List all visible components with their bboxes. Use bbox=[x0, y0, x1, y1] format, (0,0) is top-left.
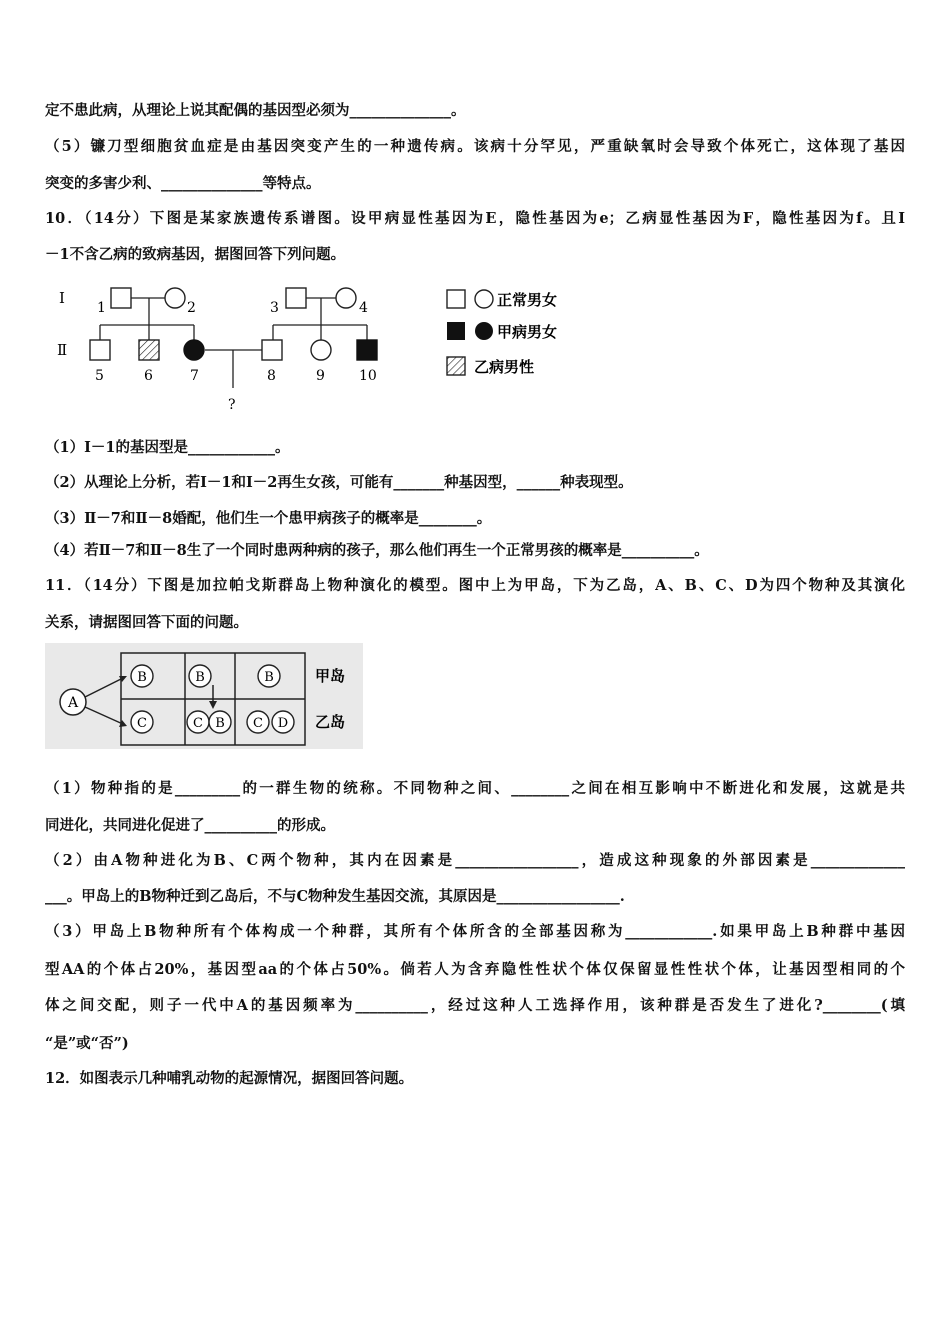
legend-disease-b-label: 乙病男性 bbox=[474, 358, 535, 376]
individual-number: 8 bbox=[267, 368, 276, 384]
text-line: （5）镰刀型细胞贫血症是由基因突变产生的一种遗传病。该病十分罕见，严重缺氧时会导致个体死亡，这体现了基因 bbox=[45, 138, 905, 155]
text-line: （1）物种指的是_________的一群生物的统称。不同物种之间、________之间在相互影响中不断进化和发展，这就是共 bbox=[45, 780, 905, 797]
species-label: B bbox=[137, 670, 147, 685]
text-line: （2）从理论上分析，若Ⅰ－1和Ⅰ－2再生女孩，可能有_______种基因型，______种表现型。 bbox=[45, 474, 633, 491]
generation-label: Ⅱ bbox=[57, 341, 68, 359]
question-10-heading: 10．（14分）下图是某家族遗传系谱图。设甲病显性基因为E，隐性基因为e；乙病显性基因为F，隐性基因为f。且Ⅰ bbox=[45, 210, 905, 227]
individual-3-male-normal bbox=[286, 288, 306, 308]
individual-6-male-disease-b bbox=[139, 340, 159, 360]
text-line: 体之间交配，则子一代中A的基因频率为__________，经过这种人工选择作用，该种群是否发生了进化?________(填 bbox=[45, 997, 905, 1014]
text-line: 同进化，共同进化促进了__________的形成。 bbox=[45, 817, 335, 834]
diagram-background bbox=[45, 643, 363, 749]
legend-disease-b-male-symbol bbox=[447, 357, 465, 375]
text-line: 突变的多害少利、______________等特点。 bbox=[45, 175, 321, 192]
species-label: C bbox=[193, 716, 203, 731]
individual-number: 1 bbox=[97, 300, 106, 316]
text-line: 定不患此病，从理论上说其配偶的基因型必须为______________。 bbox=[45, 102, 466, 119]
text-line: （1）Ⅰ－1的基因型是____________。 bbox=[45, 439, 290, 456]
individual-number: 2 bbox=[187, 300, 196, 316]
legend-normal-label: 正常男女 bbox=[497, 291, 558, 309]
text-line: （2）由A物种进化为B、C两个物种，其内在因素是_________________，造成这种现象的外部因素是_____________ bbox=[45, 852, 905, 869]
legend-normal-male-symbol bbox=[447, 290, 465, 308]
unknown-child-label: ? bbox=[228, 397, 236, 413]
question-11-heading: 11．（14分）下图是加拉帕戈斯群岛上物种演化的模型。图中上为甲岛，下为乙岛，A、B、C、D为四个物种及其演化 bbox=[45, 577, 905, 594]
species-label: D bbox=[277, 716, 289, 731]
individual-4-female-normal bbox=[336, 288, 356, 308]
species-label: C bbox=[253, 716, 263, 731]
species-label: B bbox=[215, 716, 225, 731]
text-line: （4）若Ⅱ－7和Ⅱ－8生了一个同时患两种病的孩子，那么他们再生一个正常男孩的概率是__________。 bbox=[45, 542, 709, 559]
individual-number: 3 bbox=[270, 300, 279, 316]
individual-number: 7 bbox=[190, 368, 199, 384]
individual-8-male-normal bbox=[262, 340, 282, 360]
species-label: B bbox=[195, 670, 205, 685]
legend-disease-a-label: 甲病男女 bbox=[497, 323, 558, 341]
species-label: C bbox=[137, 716, 147, 731]
individual-number: 9 bbox=[316, 368, 325, 384]
individual-number: 10 bbox=[359, 368, 377, 384]
individual-number: 5 bbox=[95, 368, 104, 384]
island-a-label: 甲岛 bbox=[315, 667, 346, 685]
text-line: －1不含乙病的致病基因，据图回答下列问题。 bbox=[45, 246, 346, 263]
island-speciation-diagram bbox=[45, 643, 363, 749]
pedigree-chart bbox=[45, 280, 605, 420]
individual-2-female-normal bbox=[165, 288, 185, 308]
question-12-heading: 12．如图表示几种哺乳动物的起源情况，据图回答问题。 bbox=[45, 1070, 414, 1087]
text-line: （3）甲岛上B物种所有个体构成一个种群，其所有个体所含的全部基因称为____________.如果甲岛上B种群中基因 bbox=[45, 923, 905, 940]
legend-disease-a-female-symbol bbox=[475, 322, 493, 340]
individual-9-female-normal bbox=[311, 340, 331, 360]
text-line: “是”或“否”) bbox=[45, 1035, 129, 1052]
text-line: ___。甲岛上的B物种迁到乙岛后，不与C物种发生基因交流，其原因是_________________. bbox=[45, 888, 625, 905]
individual-7-female-disease-a bbox=[184, 340, 204, 360]
species-label: B bbox=[264, 670, 274, 685]
text-line: 型AA的个体占20%，基因型aa的个体占50%。倘若人为含弃隐性性状个体仅保留显性性状个体，让基因型相同的个 bbox=[45, 961, 905, 978]
individual-10-male-disease-a bbox=[357, 340, 377, 360]
individual-5-male-normal bbox=[90, 340, 110, 360]
individual-1-male-normal bbox=[111, 288, 131, 308]
text-line: 关系，请据图回答下面的问题。 bbox=[45, 614, 248, 631]
individual-number: 4 bbox=[359, 300, 368, 316]
individual-number: 6 bbox=[144, 368, 153, 384]
legend-normal-female-symbol bbox=[475, 290, 493, 308]
island-b-label: 乙岛 bbox=[315, 713, 346, 731]
species-label: A bbox=[67, 695, 79, 711]
legend-disease-a-male-symbol bbox=[447, 322, 465, 340]
text-line: （3）Ⅱ－7和Ⅱ－8婚配，他们生一个患甲病孩子的概率是________。 bbox=[45, 510, 492, 527]
generation-label: Ⅰ bbox=[59, 289, 65, 307]
